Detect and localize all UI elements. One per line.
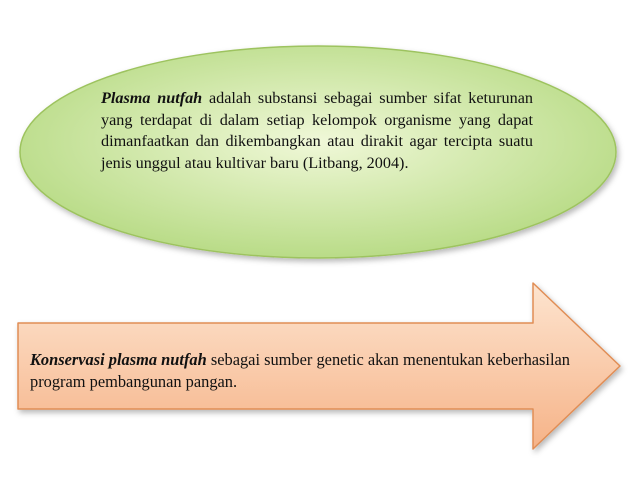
definition-body: adalah substansi sebagai sumber sifat keturunan yang terdapat di dalam setiap kelompok organisme yang dapat dimanfaatkan dan dikembangkan atau dirakit agar tercipta suatu jenis unggul atau kultivar baru (Litbang, 2004). — [101, 89, 533, 172]
definition-text — [101, 88, 533, 174]
conservation-text — [30, 349, 570, 393]
conservation-term: Konservasi plasma nutfah — [30, 350, 207, 369]
conservation-body: sebagai sumber genetic akan menentukan keberhasilan program pembangunan pangan. — [30, 350, 570, 391]
definition-term: Plasma nutfah — [101, 89, 203, 107]
